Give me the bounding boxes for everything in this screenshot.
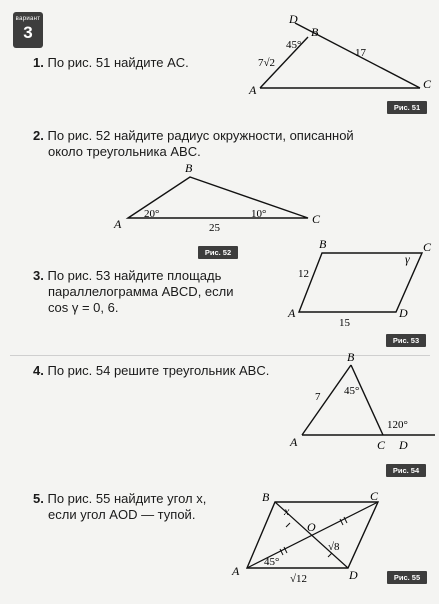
figure-55-label: Рис. 55 xyxy=(387,571,427,584)
task-number: 4. xyxy=(33,363,44,378)
f53-side-ab: 12 xyxy=(298,268,309,280)
f55-label-o: O xyxy=(307,520,316,534)
f53-label-c: C xyxy=(423,240,432,254)
task-number: 2. xyxy=(33,128,44,143)
task-number: 1. xyxy=(33,55,44,70)
f54-label-d: D xyxy=(399,438,408,452)
task-5 xyxy=(33,491,206,523)
task-text: около треугольника ABC. xyxy=(48,144,201,159)
figure-54 xyxy=(285,348,437,458)
f54-side-ab: 7 xyxy=(315,391,321,403)
f53-label-d: D xyxy=(399,306,408,320)
f54-label-b: B xyxy=(347,350,355,364)
f54-ext-angle: 120° xyxy=(387,419,408,431)
variant-number: 3 xyxy=(23,23,33,42)
f52-angle-c: 10° xyxy=(251,208,267,220)
task-text: По рис. 51 найдите AC. xyxy=(47,55,189,70)
f55-side-od: √8 xyxy=(328,541,340,553)
figure-51-label: Рис. 51 xyxy=(387,101,427,114)
task-3 xyxy=(33,268,234,316)
f54-label-a: A xyxy=(290,435,298,449)
f52-label-c: C xyxy=(312,212,321,226)
f51-side-ab: 7√2 xyxy=(258,57,276,69)
f53-side-ad: 15 xyxy=(339,317,350,329)
variant-label: вариант xyxy=(15,16,41,22)
f54-label-c: C xyxy=(377,438,386,452)
f52-label-b: B xyxy=(185,161,193,175)
task-text: По рис. 54 решите треугольник ABC. xyxy=(47,363,270,378)
f55-angle-x: x xyxy=(284,504,290,518)
task-number: 3. xyxy=(33,268,44,283)
f55-label-a: A xyxy=(232,564,240,578)
f52-side-ac: 25 xyxy=(209,222,220,234)
task-number: 5. xyxy=(33,491,44,506)
f51-label-c: C xyxy=(423,77,432,91)
figure-52 xyxy=(110,160,330,240)
figure-54-label: Рис. 54 xyxy=(386,464,426,477)
task-text: По рис. 55 найдите угол x, xyxy=(47,491,207,506)
f51-label-b: B xyxy=(311,25,319,39)
f55-label-d: D xyxy=(349,568,358,582)
task-text: если угол AOD — тупой. xyxy=(48,507,196,522)
task-4 xyxy=(33,363,269,379)
figure-52-label: Рис. 52 xyxy=(198,246,238,259)
task-text: По рис. 52 найдите радиус окружности, описанной xyxy=(47,128,354,143)
f55-angle: 45° xyxy=(264,556,280,568)
task-text: По рис. 53 найдите площадь xyxy=(47,268,222,283)
f51-label-a: A xyxy=(249,83,257,97)
f51-label-d: D xyxy=(289,12,298,26)
f55-label-c: C xyxy=(370,489,379,503)
figure-55 xyxy=(228,485,408,589)
task-2 xyxy=(33,128,354,160)
figure-53 xyxy=(285,235,435,330)
f51-angle: 45° xyxy=(286,39,302,51)
f53-label-a: A xyxy=(288,306,296,320)
f51-side-bc: 17 xyxy=(355,47,366,59)
f53-label-b: B xyxy=(319,237,327,251)
f55-label-b: B xyxy=(262,490,270,504)
task-1 xyxy=(33,55,189,71)
figure-53-label: Рис. 53 xyxy=(386,334,426,347)
f55-side-ad: √12 xyxy=(290,573,308,585)
f54-angle-b: 45° xyxy=(344,385,360,397)
task-text: параллелограмма ABCD, если xyxy=(48,284,234,299)
f53-gamma: γ xyxy=(405,252,410,266)
task-text: cos γ = 0, 6. xyxy=(48,300,119,315)
f52-angle-a: 20° xyxy=(144,208,160,220)
variant-badge xyxy=(13,12,43,48)
f52-label-a: A xyxy=(114,217,122,231)
figure-51 xyxy=(245,10,435,100)
